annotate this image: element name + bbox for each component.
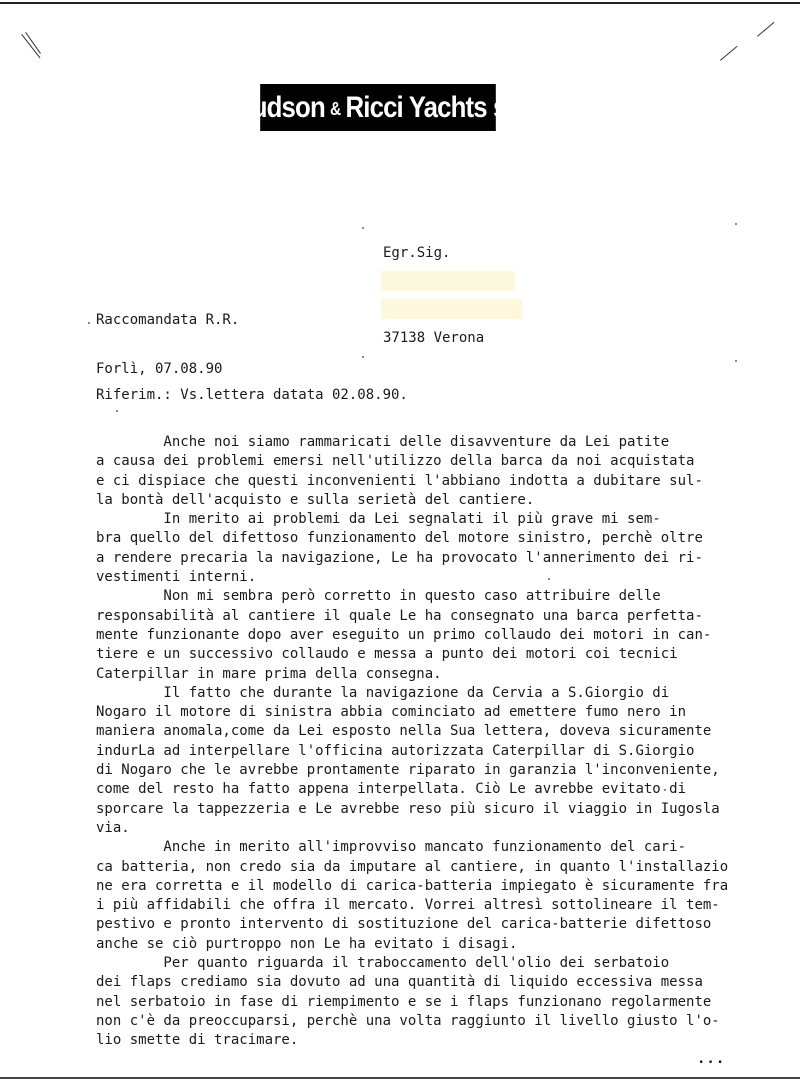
- body-line: di Nogaro che le avrebbe prontamente riparato in garanzia l'inconveniente,: [96, 762, 720, 779]
- top-edge-line: [0, 2, 800, 4]
- body-line: sporcare la tappezzeria e Le avrebbe reso più sicuro il viaggio in Iugosla: [96, 800, 720, 817]
- body-line: Per quanto riguarda il traboccamento dell'olio dei serbatoio: [96, 955, 670, 972]
- recipient-salutation: Egr.Sig.: [383, 245, 451, 261]
- recipient-city: 37138 Verona: [383, 330, 485, 346]
- body-line: la bontà dell'acquisto e sulla serietà del cantiere.: [96, 491, 535, 508]
- speck: [735, 223, 737, 225]
- continuation-marker: ...: [697, 1051, 726, 1067]
- body-line: lio smette di tracimare.: [96, 1032, 299, 1049]
- body-line: come del resto ha fatto appena interpellata. Ciò Le avrebbe evitato di: [96, 781, 687, 798]
- body-line: Anche in merito all'improvviso mancato funzionamento del cari-: [96, 839, 687, 856]
- body-line: bra quello del difettoso funzionamento del motore sinistro, perchè oltre: [96, 530, 703, 547]
- body-line: a rendere precaria la navigazione, Le ha provocato l'annerimento dei ri-: [96, 549, 703, 566]
- body-line: non c'è da preoccuparsi, perchè una volta raggiunto il livello giusto l'o-: [96, 1012, 720, 1029]
- logo-ampersand: &: [330, 99, 341, 119]
- speck: [362, 227, 364, 229]
- logo-name-main: Hudson: [233, 90, 325, 124]
- punch-mark-right-2: [757, 22, 774, 37]
- speck: [735, 360, 737, 362]
- body-line: Caterpillar in mare prima della consegna.: [96, 665, 442, 682]
- reference-line: Riferim.: Vs.lettera datata 02.08.90.: [96, 387, 408, 403]
- body-line: via.: [96, 819, 130, 836]
- body-line: Non mi sembra però corretto in questo caso attribuire delle: [96, 588, 661, 605]
- logo-name-rest: Ricci Yachts srl: [345, 90, 523, 124]
- company-logo: [233, 84, 523, 131]
- body-line: tiere e un successivo collaudo e messa a punto dei motori coi tecnici: [96, 646, 678, 663]
- punch-mark-right: [720, 46, 737, 61]
- body-line: Anche noi siamo rammaricati delle disavventure da Lei patite: [96, 434, 670, 450]
- body-line: dei flaps crediamo sia dovuto ad una quantità di liquido eccessiva messa: [96, 974, 703, 991]
- body-line: ne era corretta e il modello di carica-batteria impiegato è sicuramente fra: [96, 877, 729, 894]
- speck: [116, 410, 118, 412]
- place-date: Forlì, 07.08.90: [96, 361, 223, 377]
- letter-body: [96, 433, 728, 1051]
- body-line: indurLa ad interpellare l'officina autorizzata Caterpillar di S.Giorgio: [96, 742, 695, 759]
- body-line: a causa dei problemi emersi nell'utilizzo della barca da noi acquistata: [96, 453, 695, 470]
- body-line: anche se ciò purtroppo non Le ha evitato i disagi.: [96, 935, 518, 952]
- redacted-address: [381, 299, 522, 319]
- body-line: responsabilità al cantiere il quale Le ha consegnato una barca perfetta-: [96, 607, 703, 624]
- body-line: Il fatto che durante la navigazione da Cervia a S.Giorgio di: [96, 684, 670, 701]
- body-line: In merito ai problemi da Lei segnalati il più grave mi sem-: [96, 511, 661, 528]
- punch-mark-left: [21, 34, 40, 58]
- delivery-method: Raccomandata R.R.: [96, 312, 240, 328]
- body-line: ca batteria, non credo sia da imputare al cantiere, in quanto l'installazio: [96, 858, 729, 875]
- speck: [88, 322, 90, 324]
- body-line: pestivo e pronto intervento di sostituzione del carica-batterie difettoso: [96, 916, 712, 933]
- redacted-name: [381, 271, 515, 291]
- body-line: vestimenti interni.: [96, 569, 257, 586]
- body-line: e ci dispiace che questi inconvenienti l'abbiano indotta a dubitare sul-: [96, 472, 703, 489]
- body-line: mente funzionante dopo aver eseguito un primo collaudo dei motori in can-: [96, 626, 712, 643]
- body-line: maniera anomala,come da Lei esposto nella Sua lettera, doveva sicuramente: [96, 723, 712, 740]
- body-line: i più affidabili che offra il mercato. Vorrei altresì sottolineare il tem-: [96, 897, 720, 914]
- body-line: Nogaro il motore di sinistra abbia cominciato ad emettere fumo nero in: [96, 704, 687, 721]
- body-line: nel serbatoio in fase di riempimento e se i flaps funzionano regolarmente: [96, 993, 712, 1010]
- bottom-edge-line: [0, 1077, 800, 1079]
- speck: [362, 356, 364, 358]
